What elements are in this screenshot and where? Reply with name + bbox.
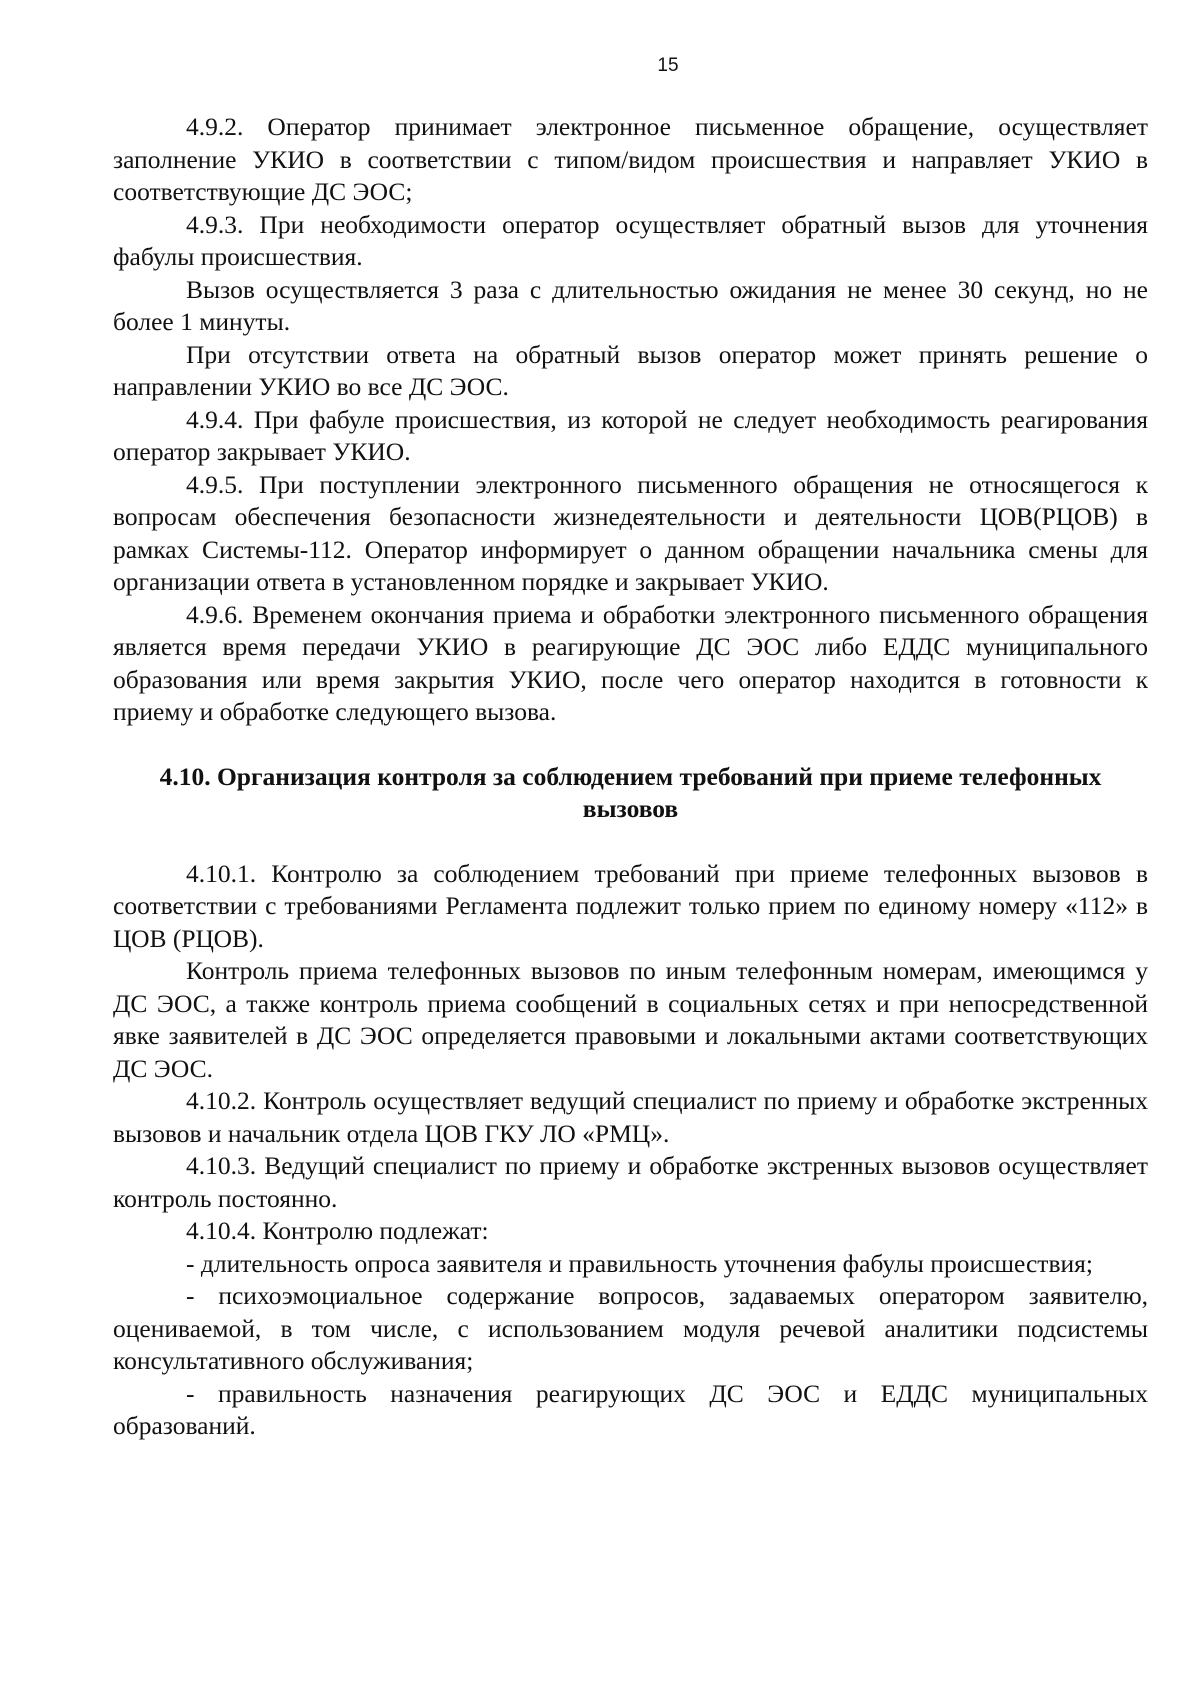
section-heading-4-10: 4.10. Организация контроля за соблюдением требований при приеме телефонных вызовов xyxy=(159,761,1102,823)
paragraph-4-9-3: 4.9.3. При необходимости оператор осуществляет обратный вызов для уточнения фабулы происшествия. xyxy=(113,209,1148,271)
paragraph-4-9-6: 4.9.6. Временем окончания приема и обработки электронного письменного обращения является время передачи УКИО в реагирующие ДС ЭОС либо ЕДДС муниципального образования или время закрытия УКИО, после чего оператор находится в готовности к приему и обработке следующего вызова. xyxy=(113,599,1148,726)
paragraph-4-9-4: 4.9.4. При фабуле происшествия, из которой не следует необходимость реагирования оператор закрывает УКИО. xyxy=(113,404,1148,466)
list-item-service-assignment: - правильность назначения реагирующих ДС ЭОС и ЕДДС муниципальных образований. xyxy=(113,1378,1148,1440)
paragraph-no-answer: При отсутствии ответа на обратный вызов оператор может принять решение о направлении УКИО во все ДС ЭОС. xyxy=(113,339,1148,401)
paragraph-4-10-1: 4.10.1. Контролю за соблюдением требований при приеме телефонных вызовов в соответствии с требованиями Регламента подлежит только прием по единому номеру «112» в ЦОВ (РЦОВ). xyxy=(113,858,1148,953)
paragraph-4-10-2: 4.10.2. Контроль осуществляет ведущий специалист по приему и обработке экстренных вызовов и начальник отдела ЦОВ ГКУ ЛО «РМЦ». xyxy=(113,1086,1148,1148)
paragraph-4-9-5: 4.9.5. При поступлении электронного письменного обращения не относящегося к вопросам обеспечения безопасности жизнедеятельности и деятельности ЦОВ(РЦОВ) в рамках Системы-112. Оператор информирует о данном обращении начальника смены для организации ответа в установленном порядке и закрывает УКИО. xyxy=(113,469,1148,596)
paragraph-other-numbers-control: Контроль приема телефонных вызовов по иным телефонным номерам, имеющимся у ДС ЭОС, а также контроль приема сообщений в социальных сетях и при непосредственной явке заявителей в ДС ЭОС определяется правовыми и локальными актами соответствующих ДС ЭОС. xyxy=(113,956,1148,1083)
page-number: 15 xyxy=(657,55,679,76)
list-item-psychoemotional-content: - психоэмоциальное содержание вопросов, задаваемых оператором заявителю, оцениваемой, в том числе, с использованием модуля речевой аналитики подсистемы консультативного обслуживания; xyxy=(113,1281,1148,1375)
document-body xyxy=(113,111,1148,1443)
paragraph-4-10-3: 4.10.3. Ведущий специалист по приему и обработке экстренных вызовов осуществляет контроль постоянно. xyxy=(113,1151,1148,1213)
paragraph-4-9-2: 4.9.2. Оператор принимает электронное письменное обращение, осуществляет заполнение УКИО в соответствии с типом/видом происшествия и направляет УКИО в соответствующие ДС ЭОС; xyxy=(113,112,1148,206)
paragraph-4-10-4: 4.10.4. Контролю подлежат: xyxy=(186,1216,489,1245)
list-item-survey-duration: - длительность опроса заявителя и правильность уточнения фабулы происшествия; xyxy=(186,1248,1093,1278)
paragraph-callback-attempts: Вызов осуществляется 3 раза с длительностью ожидания не менее 30 секунд, но не более 1 минуты. xyxy=(113,274,1148,336)
